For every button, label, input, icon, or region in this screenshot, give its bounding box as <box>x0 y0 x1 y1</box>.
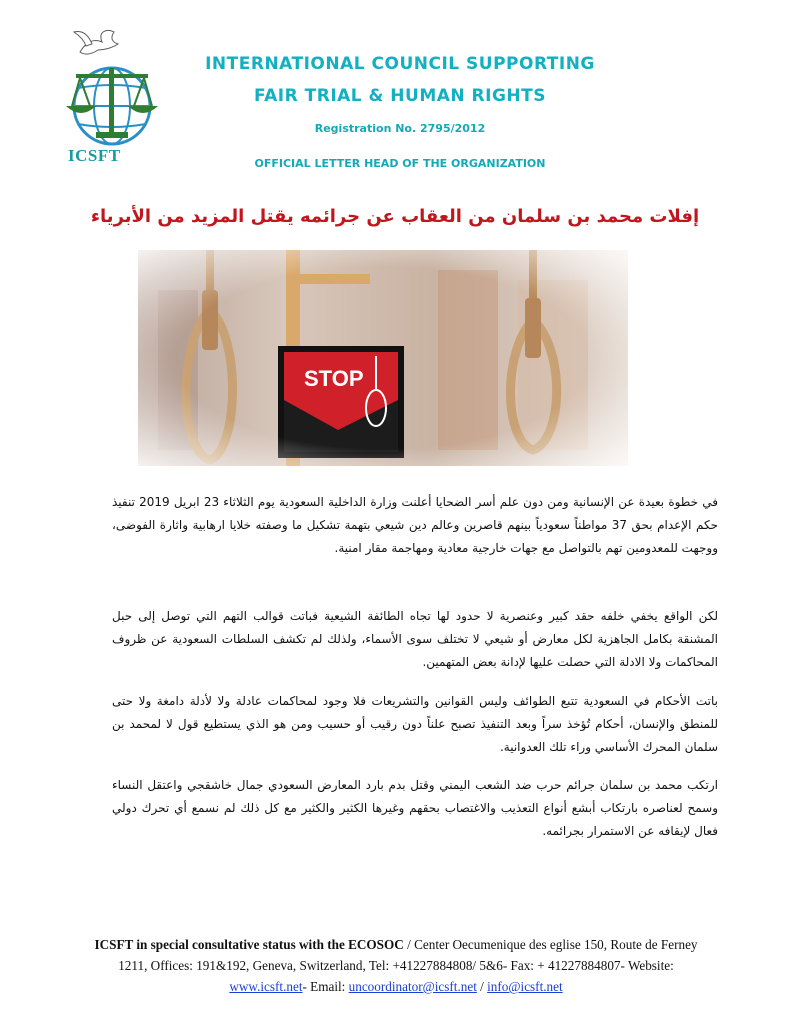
organization-name-line-1: INTERNATIONAL COUNCIL SUPPORTING <box>205 54 595 74</box>
logo-label: ICSFT <box>68 146 121 165</box>
official-letterhead-label: OFFICIAL LETTER HEAD OF THE ORGANIZATION <box>254 157 546 170</box>
article-photo <box>138 250 628 466</box>
footer-separator: / <box>476 979 488 994</box>
article-paragraph: ارتكب محمد بن سلمان جرائم حرب ضد الشعب اليمني وقتل بدم بارد المعارض السعودي جمال خاشقجي واعتقل النساء وسمح لعناصره بارتكاب أبشع أنواع التعذيب والاغتصاب بحقهم وغيرها الكثير والكثير مع كل ذلك لم نسمع أي تحرك دولي فعال لإيقافه عن الاستمرار بجرائمه. <box>112 778 718 838</box>
footer-email-label: - Email: <box>302 979 349 994</box>
registration-number: Registration No. 2795/2012 <box>314 122 486 135</box>
article-paragraph: في خطوة بعيدة عن الإنسانية ومن دون علم أسر الضحايا أعلنت وزارة الداخلية السعودية يوم الثلاثاء 23 ابريل 2019 تنفيذ حكم الإعدام بحق 37 مواطناً سعودياً بينهم قاصرين وعالم دين شيعي بتهمة تشكيل ما وصفته خلايا ارهابية واثارة الفوضى، ووجهت للمعدومين تهم بالتواصل مع جهات خارجية معادية ومهاجمة مقار امنية. <box>112 495 719 555</box>
article-headline: إفلات محمد بن سلمان من العقاب عن جرائمه يقتل المزيد من الأبرياء <box>90 206 700 227</box>
email-link-coordinator[interactable]: uncoordinator@icsft.net <box>348 979 477 994</box>
organization-name-line-2: FAIR TRIAL & HUMAN RIGHTS <box>253 86 546 106</box>
email-link-info[interactable]: info@icsft.net <box>487 979 563 994</box>
article-paragraph: باتت الأحكام في السعودية تتبع الطوائف وليس القوانين والتشريعات فلا وجود لمحاكمات عادلة ولا لأدلة دامغة ولا حتى للمنطق والإنسان، أحكام تُؤخذ سراً وبعد التنفيذ تصبح علناً دون رقيب أو حسيب ومن هو الذي يستطيع قول لا لمحمد بن سلمان المحرك الأساسي وراء تلك العدوانية. <box>112 694 718 754</box>
footer-org-status: ICSFT in special consultative status with the ECOSOC <box>94 937 404 952</box>
footer-contact-info <box>90 934 702 997</box>
nooses-stop-sign-photo <box>138 250 628 466</box>
website-link[interactable]: www.icsft.net <box>229 979 303 994</box>
article-paragraph: لكن الواقع يخفي خلفه حقد كبير وعنصرية لا حدود لها تجاه الطائفة الشيعية فباتت قوالب التهم التي توصل إلى حبل المشنقة بكامل الجاهزية لكل معارض أو شيعي لا تختلف سوى الأسماء، ولذلك لم تكشف السلطات السعودية عن ظروف المحاكمات ولا الادلة التي حصلت عليها لإدانة بعض المتهمين. <box>112 609 718 669</box>
footer-address: / Center Oecumenique des eglise 150, Route de Ferney 1211, Offices: 191&192, Geneva, Switzerland, Tel: +41227884808/ 5&6- Fax: + 41227884807- Website: <box>118 937 698 973</box>
